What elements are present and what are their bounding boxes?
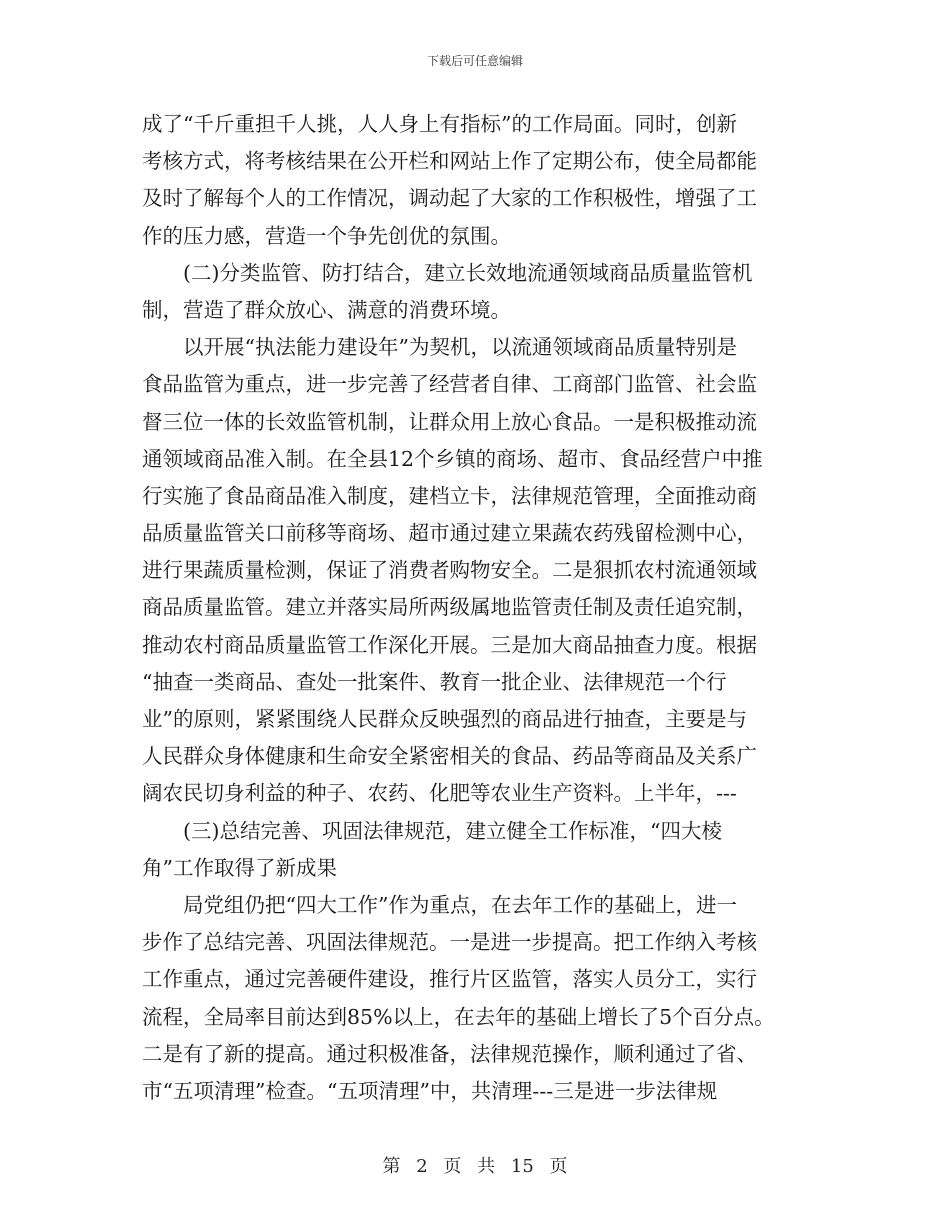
text-line: 通领域商品准入制。在全县12个乡镇的商场、超市、食品经营户中推 xyxy=(142,446,763,471)
text-line: (二)分类监管、防打结合，建立长效地流通领域商品质量监管机 xyxy=(183,260,753,285)
text-line: 推动农村商品质量监管工作深化开展。三是加大商品抽查力度。根据 xyxy=(142,632,757,657)
footer-suffix: 页 xyxy=(549,1156,568,1177)
text-line: 以开展“执法能力建设年”为契机，以流通领域商品质量特别是 xyxy=(183,335,737,360)
text-line: 流程，全局率目前达到85%以上，在去年的基础上增长了5个百分点。 xyxy=(142,1004,775,1029)
text-line: 行实施了食品商品准入制度，建档立卡，法律规范管理，全面推动商 xyxy=(142,483,757,508)
document-body xyxy=(142,106,810,1110)
text-line: 成了“千斤重担千人挑，人人身上有指标”的工作局面。同时，创新 xyxy=(142,112,737,136)
footer-prefix: 第 xyxy=(382,1156,401,1177)
page-header: 下载后可任意编辑 xyxy=(426,54,523,68)
page-footer xyxy=(0,1152,950,1178)
footer-page-word: 页 xyxy=(443,1156,462,1177)
text-line: 进行果蔬质量检测，保证了消费者购物安全。二是狠抓农村流通领域 xyxy=(142,558,757,583)
footer-total-pages: 15 xyxy=(510,1156,534,1177)
text-line: 食品监管为重点，进一步完善了经营者自律、工商部门监管、社会监 xyxy=(142,372,757,397)
footer-current-page: 2 xyxy=(416,1156,428,1177)
text-line: 二是有了新的提高。通过积极准备，法律规范操作，顺利通过了省、 xyxy=(142,1041,757,1066)
text-line: 人民群众身体健康和生命安全紧密相关的食品、药品等商品及关系广 xyxy=(142,744,757,769)
text-line: 工作重点，通过完善硬件建设，推行片区监管，落实人员分工，实行 xyxy=(142,967,757,992)
text-line: (三)总结完善、巩固法律规范，建立健全工作标准，“四大棱 xyxy=(183,818,722,843)
text-line: 品质量监管关口前移等商场、超市通过建立果蔬农药残留检测中心， xyxy=(142,521,757,546)
text-line: 及时了解每个人的工作情况，调动起了大家的工作积极性，增强了工 xyxy=(142,186,757,211)
text-line: 步作了总结完善、巩固法律规范。一是进一步提高。把工作纳入考核 xyxy=(142,930,757,955)
text-line: 商品质量监管。建立并落实局所两级属地监管责任制及责任追究制， xyxy=(142,595,757,620)
text-line: “抽查一类商品、查处一批案件、教育一批企业、法律规范一个行 xyxy=(142,669,727,694)
footer-total-word: 共 xyxy=(477,1156,496,1177)
text-line: 考核方式，将考核结果在公开栏和网站上作了定期公布，使全局都能 xyxy=(142,149,757,174)
text-line: 督三位一体的长效监管机制，让群众用上放心食品。一是积极推动流 xyxy=(142,409,757,434)
text-line: 制，营造了群众放心、满意的消费环境。 xyxy=(142,297,511,322)
text-line: 业”的原则，紧紧围绕人民群众反映强烈的商品进行抽查，主要是与 xyxy=(142,707,747,731)
text-line: 角”工作取得了新成果 xyxy=(142,855,337,880)
text-line: 阔农民切身利益的种子、农药、化肥等农业生产资料。上半年，--- xyxy=(142,781,737,806)
text-line: 作的压力感，营造一个争先创优的氛围。 xyxy=(142,223,511,248)
text-line: 局党组仍把“四大工作”作为重点，在去年工作的基础上，进一 xyxy=(183,892,737,917)
text-line: 市“五项清理”检查。“五项清理”中，共清理---三是进一步法律规 xyxy=(142,1078,718,1103)
